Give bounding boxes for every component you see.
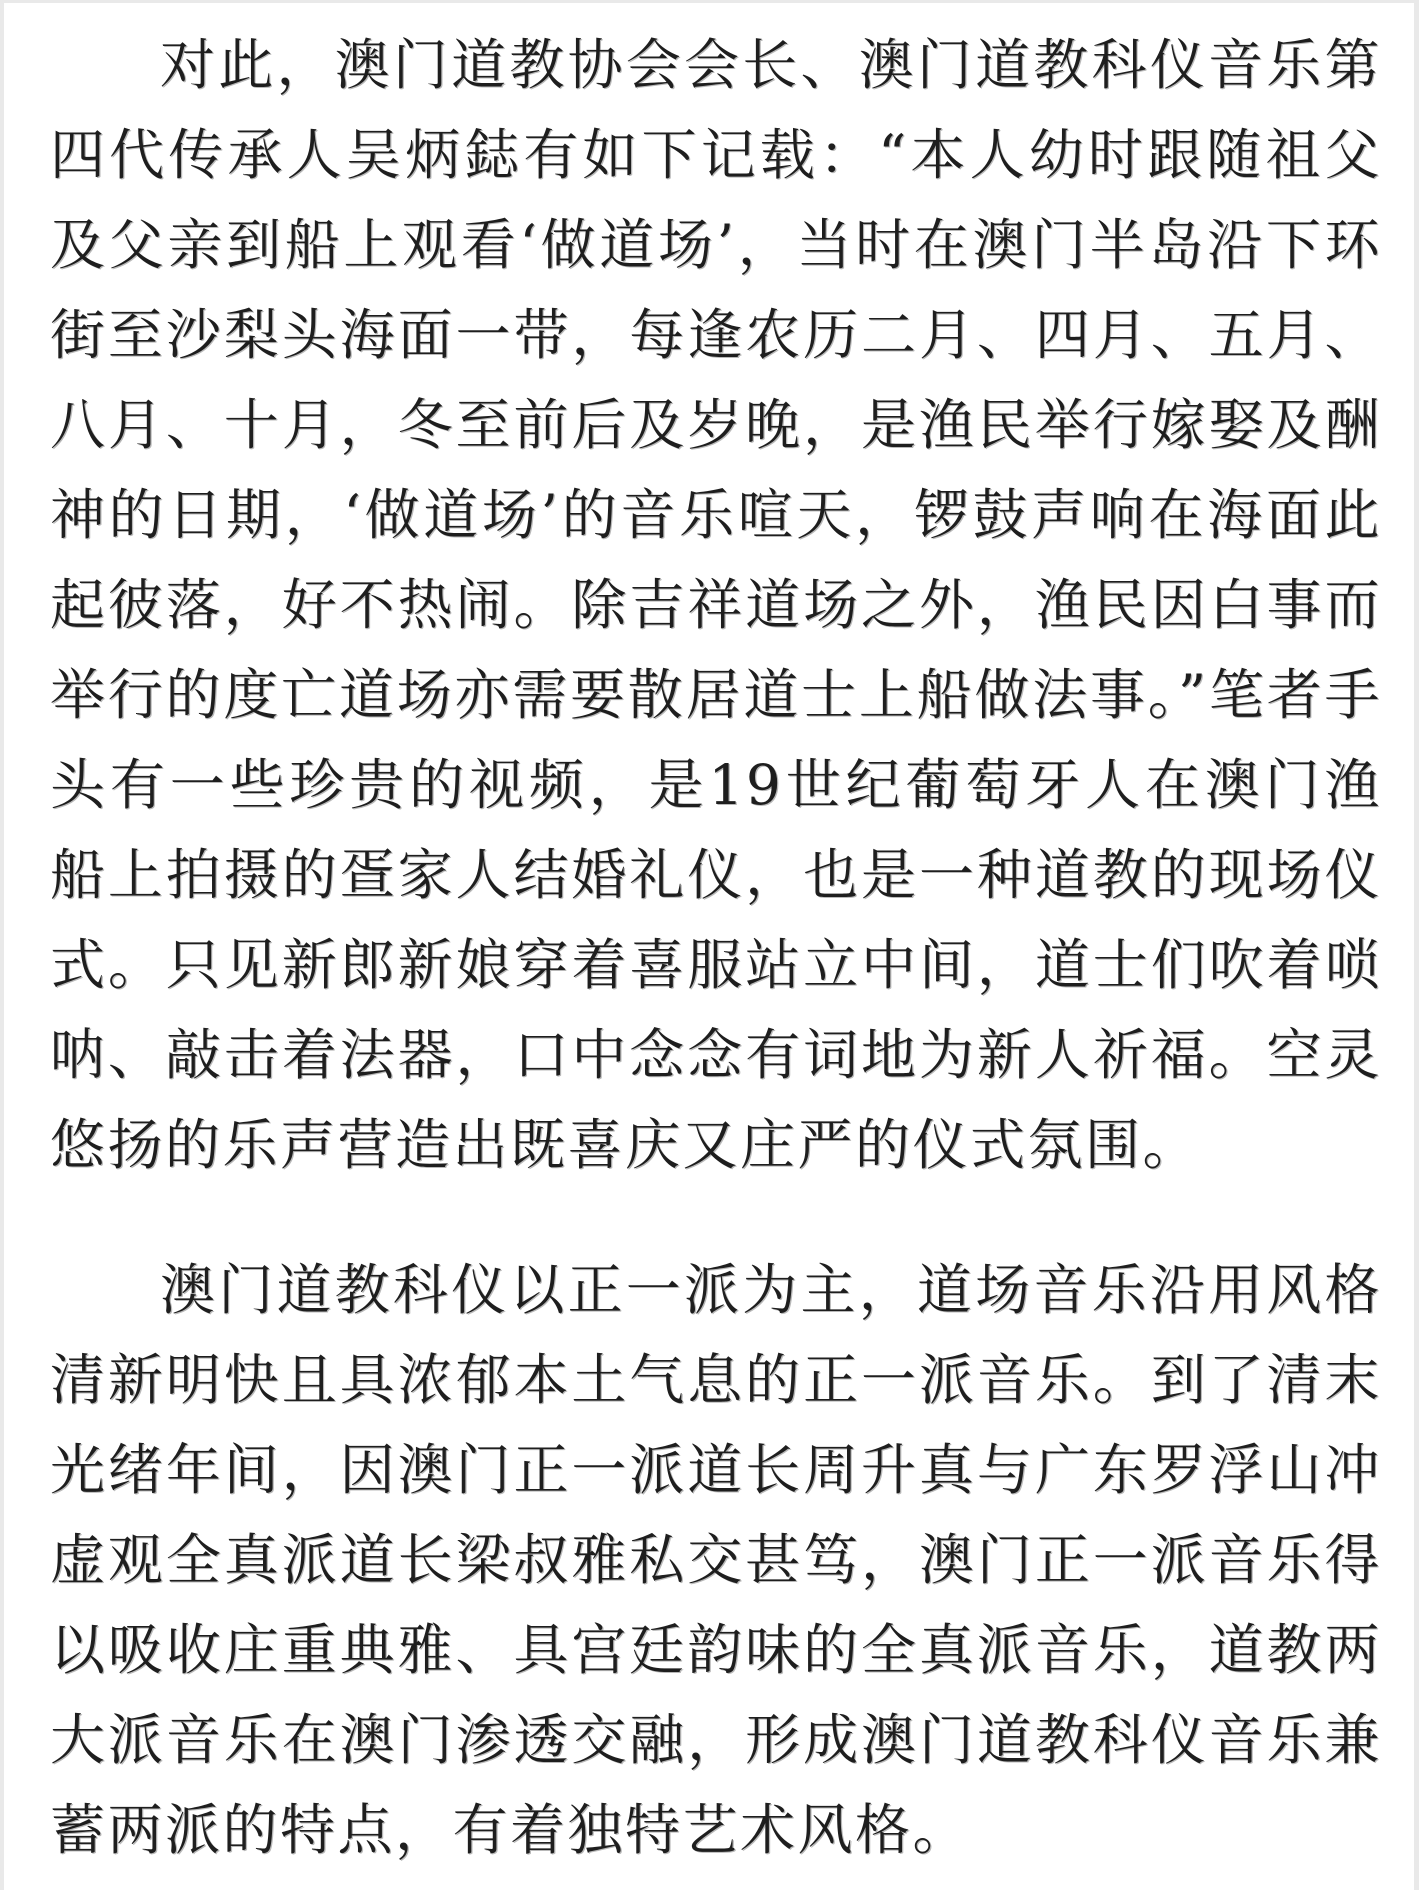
document-page (4, 3, 1414, 1890)
article-paragraph-2: 澳门道教科仪以正一派为主，道场音乐沿用风格清新明快且具浓郁本土气息的正一派音乐。到了清末光绪年间，因澳门正一派道长周升真与广东罗浮山冲虚观全真派道长梁叔雅私交甚笃，澳门正一派音乐得以吸收庄重典雅、具宫廷韵味的全真派音乐，道教两大派音乐在澳门渗透交融，形成澳门道教科仪音乐兼蓄两派的特点，有着独特艺术风格。 (50, 1258, 1382, 1862)
article-body (50, 20, 1382, 1875)
article-paragraph-1: 对此，澳门道教协会会长、澳门道教科仪音乐第四代传承人吴炳鋕有如下记载：“本人幼时跟随祖父及父亲到船上观看‘做道场’，当时在澳门半岛沿下环街至沙梨头海面一带，每逢农历二月、四月、五月、八月、十月，冬至前后及岁晚，是渔民举行嫁娶及酬神的日期，‘做道场’的音乐喧天，锣鼓声响在海面此起彼落，好不热闹。除吉祥道场之外，渔民因白事而举行的度亡道场亦需要散居道士上船做法事。”笔者手头有一些珍贵的视频，是19世纪葡萄牙人在澳门渔船上拍摄的疍家人结婚礼仪，也是一种道教的现场仪式。只见新郎新娘穿着喜服站立中间，道士们吹着唢呐、敲击着法器，口中念念有词地为新人祈福。空灵悠扬的乐声营造出既喜庆又庄严的仪式氛围。 (50, 33, 1382, 1177)
